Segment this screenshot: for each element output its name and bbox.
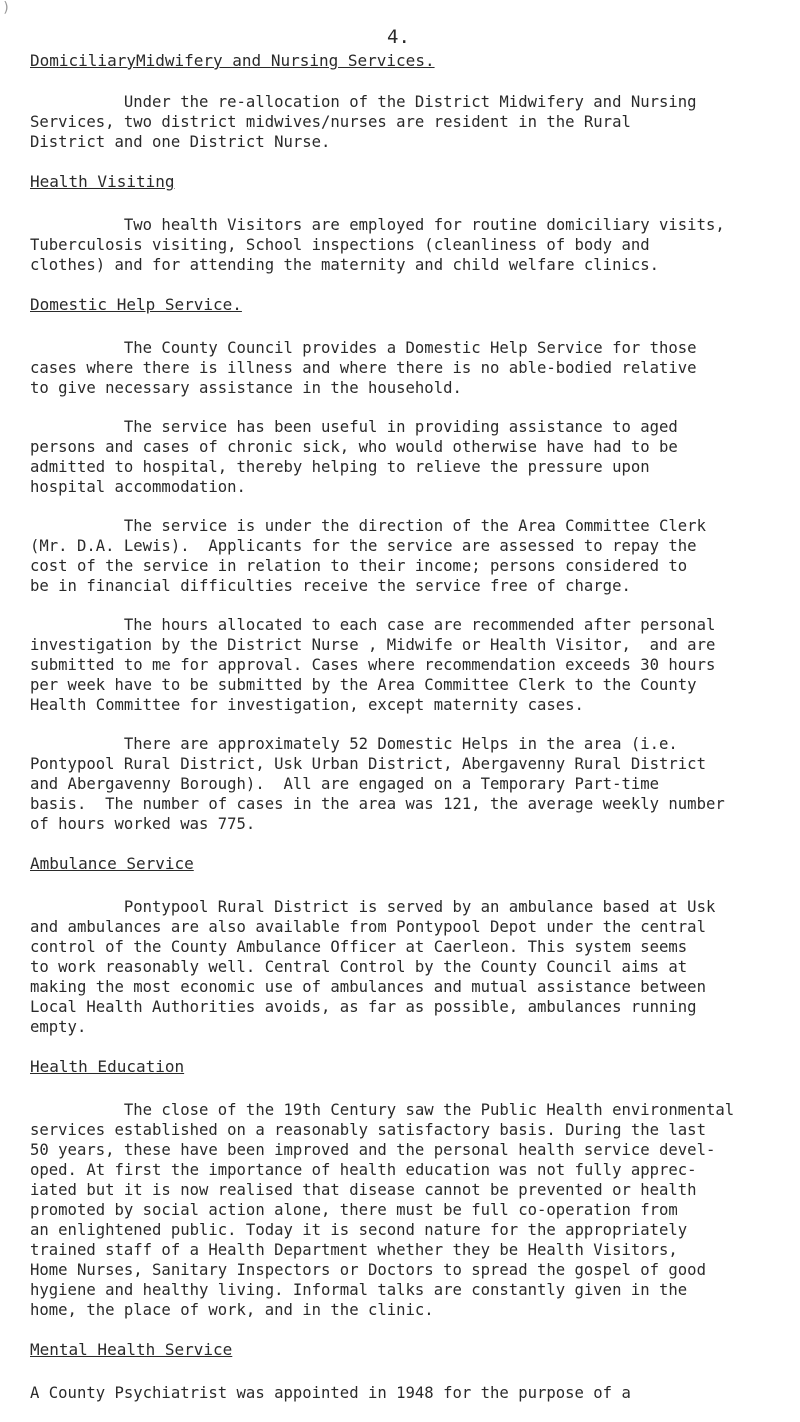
section-heading: Ambulance Service [30, 854, 194, 873]
paragraph: The service has been useful in providing assistance to aged persons and cases of chronic sick, who would otherwise have had to be admitted to hospital, thereby helping to relieve the pressure upon hospital accommodation. [30, 418, 678, 496]
section-heading: Health Visiting [30, 172, 175, 191]
paragraph: The service is under the direction of the Area Committee Clerk (Mr. D.A. Lewis). Applicants for the service are assessed to repay the cost of the service in relation to their income; persons considered to be in financial difficulties receive the service free of charge. [30, 517, 706, 595]
paragraph: The close of the 19th Century saw the Public Health environmental services established on a reasonably satisfactory basis. During the last 50 years, these have been improved and the personal health service devel- oped. At first the importance of health education was not fully apprec- iated but it is now realised that disease cannot be prevented or health promoted by social action alone, there must be full co-operation from an enlightened public. Today it is second nature for the appropriately trained staff of a Health Department whether they be Health Visitors, Home Nurses, Sanitary Inspectors or Doctors to spread the gospel of good hygiene and healthy living. Informal talks are constantly given in the home, the place of work, and in the clinic. [30, 1101, 735, 1319]
paragraph: The hours allocated to each case are recommended after personal investigation by the District Nurse , Midwife or Health Visitor, and are submitted to me for approval. Cases where recommendation exceeds 30 hours per week have to be submitted by the Area Committee Clerk to the County Health Committee for investigation, except maternity cases. [30, 616, 716, 714]
document-body [30, 50, 775, 1422]
section-heading: Domestic Help Service. [30, 295, 242, 314]
section-health-visiting [30, 171, 775, 275]
section-health-education [30, 1056, 775, 1320]
section-heading: Health Education [30, 1057, 185, 1076]
section-ambulance-service [30, 853, 775, 1037]
paragraph: The County Council provides a Domestic Help Service for those cases where there is illness and where there is no able-bodied relative to give necessary assistance in the household. [30, 339, 697, 397]
paragraph: Pontypool Rural District is served by an ambulance based at Usk and ambulances are also available from Pontypool Depot under the central control of the County Ambulance Officer at Caerleon. This system seems to work reasonably well. Central Control by the County Council aims at making the most economic use of ambulances and mutual assistance between Local Health Authorities avoids, as far as possible, ambulances running empty. [30, 898, 716, 1036]
paragraph: A County Psychiatrist was appointed in 1948 for the purpose of a [30, 1384, 631, 1402]
paragraph: There are approximately 52 Domestic Helps in the area (i.e. Pontypool Rural District, Usk Urban District, Abergavenny Rural District and Abergavenny Borough). All are engaged on a Temporary Part-time basis. The number of cases in the area was 121, the average weekly number of hours worked was 775. [30, 735, 725, 833]
intro-paragraph: Under the re-allocation of the District Midwifery and Nursing Services, two district midwives/nurses are resident in the Rural District and one District Nurse. [30, 93, 697, 151]
corner-mark: ) [2, 0, 11, 16]
section-domestic-help [30, 294, 775, 834]
page-number: 4. [387, 26, 410, 48]
section-mental-health [30, 1339, 775, 1403]
section-heading: Mental Health Service [30, 1340, 233, 1359]
page-title: DomiciliaryMidwifery and Nursing Services. [30, 51, 435, 70]
paragraph: Two health Visitors are employed for routine domiciliary visits, Tuberculosis visiting, School inspections (cleanliness of body and clothes) and for attending the maternity and child welfare clinics. [30, 216, 725, 274]
